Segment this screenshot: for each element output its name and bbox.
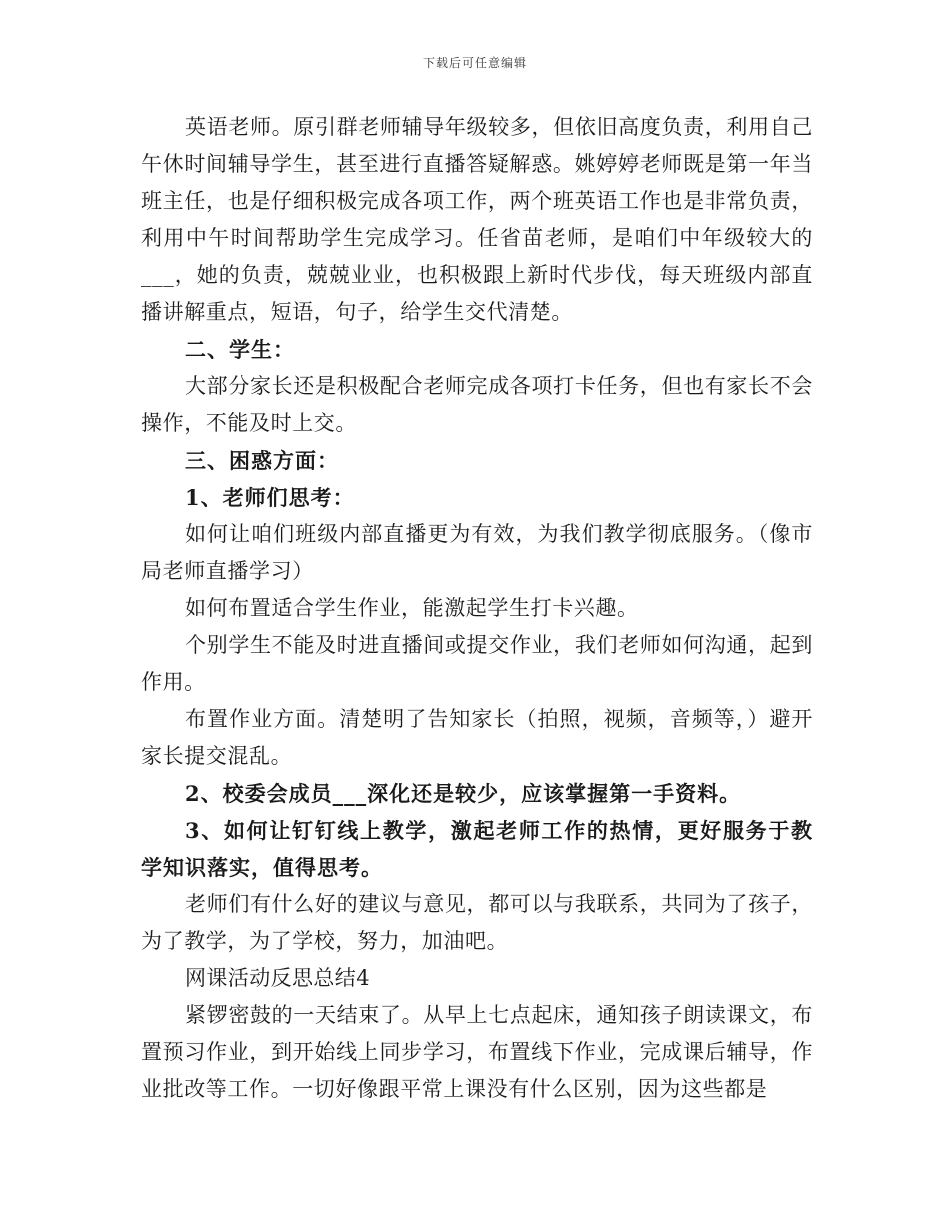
section-heading-students: 二、学生：	[185, 337, 295, 362]
paragraph-suggestions: 老师们有什么好的建议与意见，都可以与我联系，共同为了孩子，为了教学，为了学校，努力，加油吧。	[141, 892, 813, 953]
paragraph-title-reflection-4: 网课活动反思总结4	[185, 966, 370, 990]
section-heading-confusions: 三、困惑方面：	[185, 448, 339, 473]
paragraph-live-stream: 如何让咱们班级内部直播更为有效，为我们教学彻底服务。（像市局老师直播学习）	[141, 522, 813, 583]
document-body	[141, 109, 813, 1108]
paragraph-students: 大部分家长还是积极配合老师完成各项打卡任务，但也有家长不会操作，不能及时上交。	[141, 374, 813, 435]
subheading-teachers-thinking: 1、老师们思考：	[185, 485, 355, 510]
subheading-school-committee: 2、校委会成员___深化还是较少，应该掌握第一手资料。	[185, 781, 742, 806]
paragraph-homework-assignment: 布置作业方面。清楚明了告知家长（拍照，视频，音频等，）避开家长提交混乱。	[141, 707, 813, 768]
subheading-dingtalk-teaching: 3、如何让钉钉线上教学，激起老师工作的热情，更好服务于教学知识落实，值得思考。	[141, 818, 813, 880]
paragraph-teachers-english: 英语老师。原引群老师辅导年级较多，但依旧高度负责，利用自己午休时间辅导学生，甚至进行直播答疑解惑。姚婷婷老师既是第一年当班主任，也是仔细积极完成各项工作，两个班英语工作也是非常负责，利用中午时间帮助学生完成学习。任省苗老师，是咱们中年级较大的___，她的负责，兢兢业业，也积极跟上新时代步伐，每天班级内部直播讲解重点，短语，句子，给学生交代清楚。	[141, 115, 813, 324]
paragraph-busy-day: 紧锣密鼓的一天结束了。从早上七点起床，通知孩子朗读课文，布置预习作业，到开始线上同步学习，布置线下作业，完成课后辅导，作业批改等工作。一切好像跟平常上课没有什么区别，因为这些都是	[141, 1003, 813, 1101]
page-header: 下载后可任意编辑	[422, 56, 527, 70]
paragraph-communication: 个别学生不能及时进直播间或提交作业，我们老师如何沟通，起到作用。	[141, 633, 813, 694]
paragraph-homework-interest: 如何布置适合学生作业，能激起学生打卡兴趣。	[185, 596, 639, 620]
